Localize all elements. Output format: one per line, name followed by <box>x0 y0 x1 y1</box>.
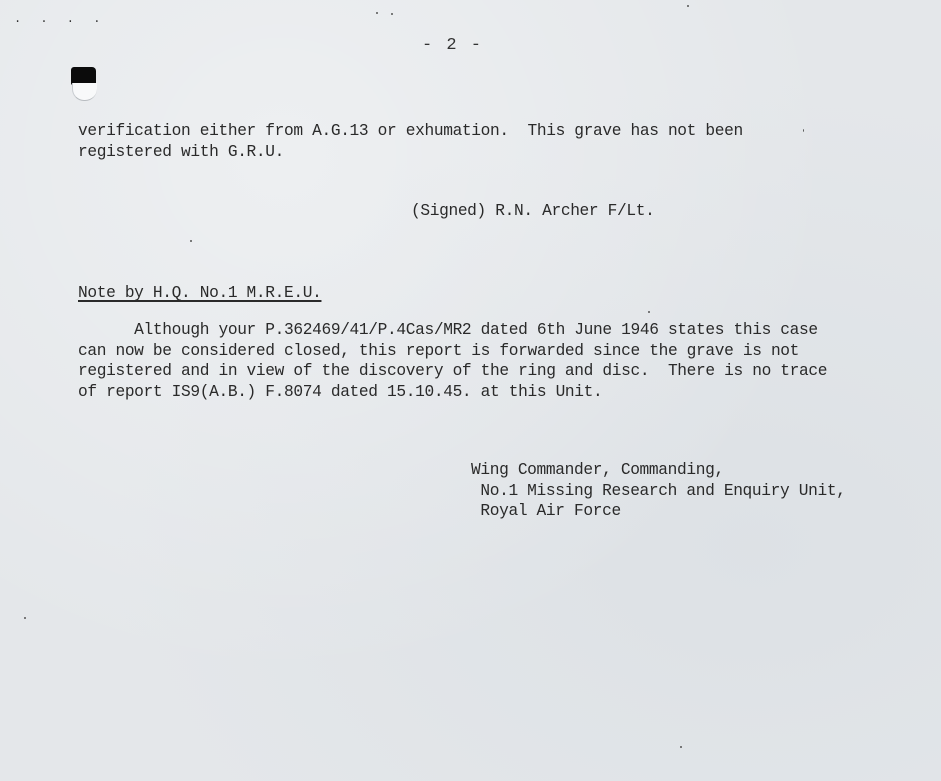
punch-hole-icon <box>70 67 98 101</box>
paper-speck <box>391 13 393 15</box>
paper-speck <box>687 5 689 7</box>
top-edge-marks: . . . . <box>14 12 107 26</box>
signed-line: (Signed) R.N. Archer F/Lt. <box>411 202 655 220</box>
paper-speck <box>24 617 26 619</box>
punch-hole-flap <box>72 83 97 101</box>
paper-speck <box>648 311 650 313</box>
paragraph-verification <box>78 121 743 162</box>
paper-speck <box>803 129 804 132</box>
page-number: - 2 - <box>422 36 484 55</box>
text-line: can now be considered closed, this report is forwarded since the grave is not <box>78 341 800 360</box>
paragraph-note <box>78 320 827 402</box>
signature-service: Royal Air Force <box>471 502 621 520</box>
paper-speck <box>680 746 682 748</box>
signature-unit: No.1 Missing Research and Enquiry Unit, <box>471 481 846 500</box>
signature-title: Wing Commander, Commanding, <box>471 461 724 479</box>
text-line: of report IS9(A.B.) F.8074 dated 15.10.45. at this Unit. <box>78 382 603 401</box>
text-line: registered with G.R.U. <box>78 142 285 161</box>
text-line: registered and in view of the discovery of the ring and disc. There is no trace <box>78 362 828 380</box>
signature-block <box>471 460 846 522</box>
paper-speck <box>190 240 192 242</box>
text-line: Although your P.362469/41/P.4Cas/MR2 dated 6th June 1946 states this case <box>78 321 818 339</box>
paper-speck <box>376 12 378 14</box>
text-line: verification either from A.G.13 or exhumation. This grave has not been <box>78 122 743 140</box>
note-heading: Note by H.Q. No.1 M.R.E.U. <box>78 284 322 302</box>
